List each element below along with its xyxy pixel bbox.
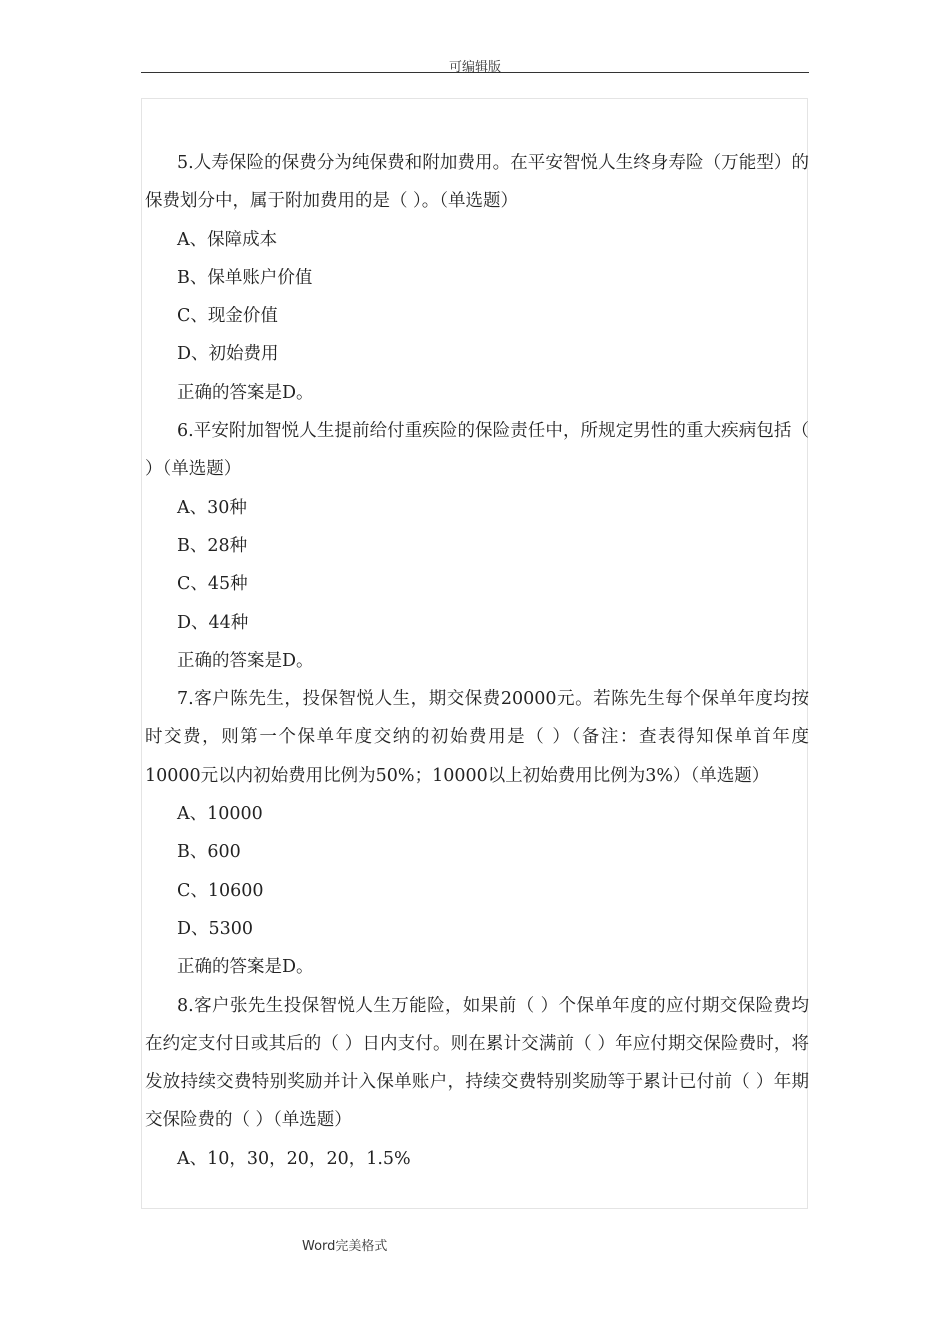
question-7-stem: 7.客户陈先生，投保智悦人生，期交保费20000元。若陈先生每个保单年度均按时交费，则第一个保单年度交纳的初始费用是（ ）（备注：查表得知保单首年度10000元以内初始费用比例为50%；10000以上初始费用比例为3%）（单选题） bbox=[145, 689, 809, 786]
question-5-option-a: A、保障成本 bbox=[177, 229, 278, 250]
question-7-answer: 正确的答案是D。 bbox=[177, 957, 314, 978]
question-6-stem: 6.平安附加智悦人生提前给付重疾险的保险责任中，所规定男性的重大疾病包括（ ）（单选题） bbox=[145, 421, 809, 480]
page-footer: Word完美格式 bbox=[302, 1239, 388, 1254]
question-7-option-b: B、600 bbox=[177, 842, 241, 863]
question-7-option-a: A、10000 bbox=[177, 804, 263, 825]
question-6-answer: 正确的答案是D。 bbox=[177, 650, 314, 671]
document-body bbox=[145, 144, 809, 1178]
header-divider bbox=[141, 72, 809, 73]
question-5-stem: 5.人寿保险的保费分为纯保费和附加费用。在平安智悦人生终身寿险（万能型）的保费划分中，属于附加费用的是（ ）。（单选题） bbox=[145, 153, 809, 212]
question-6-option-a: A、30种 bbox=[177, 497, 247, 518]
page-header: 可编辑版 bbox=[448, 60, 501, 75]
question-5-option-b: B、保单账户价值 bbox=[177, 267, 313, 288]
question-6-option-b: B、28种 bbox=[177, 535, 248, 556]
question-7-option-c: C、10600 bbox=[177, 880, 264, 901]
question-5-option-d: D、初始费用 bbox=[177, 344, 279, 365]
question-6-option-c: C、45种 bbox=[177, 574, 248, 595]
question-8-stem: 8.客户张先生投保智悦人生万能险，如果前（ ）个保单年度的应付期交保险费均在约定支付日或其后的（ ）日内支付。则在累计交满前（ ）年应付期交保险费时，将发放持续交费特别奖励并计入保单账户，持续交费特别奖励等于累计已付前（ ）年期交保险费的（ ）（单选题） bbox=[145, 995, 809, 1131]
question-6-option-d: D、44种 bbox=[177, 612, 249, 633]
question-5-option-c: C、现金价值 bbox=[177, 306, 278, 327]
question-5-answer: 正确的答案是D。 bbox=[177, 382, 314, 403]
question-8-option-a: A、10，30，20，20，1.5% bbox=[177, 1148, 411, 1169]
question-7-option-d: D、5300 bbox=[177, 918, 254, 939]
